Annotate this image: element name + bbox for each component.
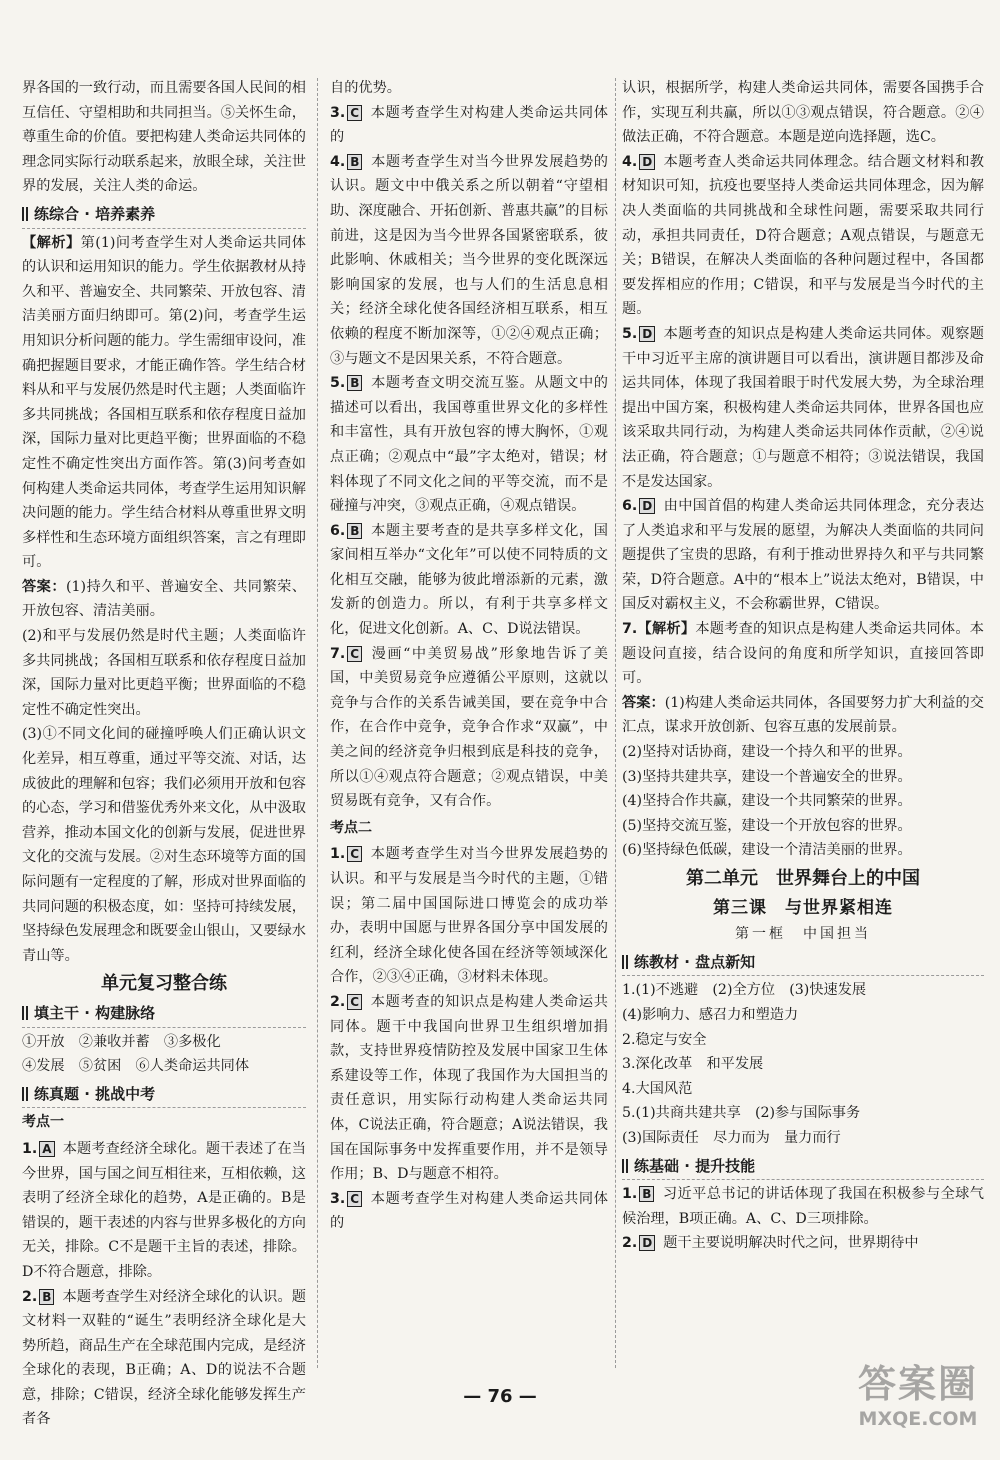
answer-box: D [639,1235,655,1251]
watermark-url: MXQE.COM [858,1408,978,1430]
answer-line-1: 答案：(1)持久和平、普遍安全、共同繁荣、开放包容、清洁美丽。 [22,578,306,620]
question-item: 3. C 本题考查学生对构建人类命运共同体的 [330,104,608,146]
new-knowledge-line: (3)国际责任 尽力而为 量力而行 [622,1129,841,1146]
question-item: 7.【解析】本题考查的知识点是构建人类命运共同体。本题设问直接，结合设问的角度和所学知识，直接回答即可。 [622,621,984,687]
analysis-tag: 【解析】 [22,234,81,251]
page-number: — 76 — [463,1386,537,1407]
continued-text: 自的优势。 [330,80,401,96]
topic-label-1: 考点一 [22,1114,64,1131]
answer-tag: 答案： [22,578,66,595]
column-right [622,76,984,1256]
section-bars-icon [622,1159,630,1173]
column-left [22,76,306,1432]
new-knowledge-line: 3.深化改革 和平发展 [622,1056,764,1073]
section-bars-icon [22,207,30,221]
question-item: 3. C 本题考查学生对构建人类命运共同体的 [330,1190,608,1232]
answer-box: C [347,994,362,1010]
new-knowledge-line: 2.稳定与安全 [622,1031,707,1048]
answer-box: B [347,375,362,391]
answer-line-5: (5)坚持交流互鉴，建设一个开放包容的世界。 [622,817,912,834]
fill-line-2: ④发展 ⑤贫困 ⑥人类命运共同体 [22,1058,250,1075]
answer-line-1: 答案：(1)构建人类命运共同体，各国要努力扩大利益的交汇点，谋求开放创新、包容互惠的发展前景。 [622,694,984,736]
answer-box: D [639,326,655,342]
question-item: 6. B 本题主要考查的是共享多样文化，国家间相互举办“文化年”可以使不同特质的文化相互交融，能够为彼此增添新的元素，激发新的创造力。所以，有利于共享多样文化，促进文化创新。A、C、D说法错误。 [330,522,608,638]
new-knowledge-line: 4.大国风范 [622,1080,693,1097]
continued-text: 认识，根据所学，构建人类命运共同体，需要各国携手合作，实现互利共赢，所以①③观点错误，符合题意。②④做法正确，不符合题意。本题是逆向选择题，选C。 [622,80,984,146]
answer-line-2: (2)和平与发展仍然是时代主题；人类面临许多共同挑战；各国相互联系和依存程度日益加深，国际力量对比更趋平衡；世界面临的不稳定性不确定性突出。 [22,628,306,718]
answer-line-3: (3)①不同文化间的碰撞呼唤人们正确认识文化差异，相互尊重，通过平等交流、对话，达成彼此的理解和包容；我们必须用开放和包容的心态，学习和借鉴优秀外来文化，从中汲取营养，推动本国文化的创新与发展，促进世界文化的交流与发展。②对生态环境等方面的国际问题有一定程度的了解，形成对世界面临的共同问题的积极态度，如：坚持可持续发展，坚持绿色发展理念和既要金山银山，又要绿水青山等。 [22,726,306,964]
new-knowledge-line: 1.(1)不逃避 (2)全方位 (3)快速发展 [622,982,867,999]
answer-box: C [347,646,362,662]
question-item: 5. D 本题考查的知识点是构建人类命运共同体。观察题干中习近平主席的演讲题目可以看出，演讲题目都涉及命运共同体，体现了我国着眼于时代发展大势，为全球治理提出中国方案，积极构建人类命运共同体，世界各国也应该采取共同行动，为构建人类命运共同体作贡献，②④说法正确，符合题意；①与题意不相符；③说法错误，我国不是发达国家。 [622,325,984,490]
answer-line-6: (6)坚持绿色低碳，建设一个清洁美丽的世界。 [622,842,912,859]
section-header-label: 练综合 · 培养素养 [34,204,156,223]
answer-box: C [347,1191,362,1207]
question-item: 4. B 本题考查学生对当今世界发展趋势的认识。题文中中俄关系之所以朝着“守望相助、深度融合、开拓创新、普惠共赢”的目标前进，这是因为当今世界各国紧密联系，彼此影响、休戚相关；当今世界的变化既深远影响国家的发展，也与人们的生活息息相关；经济全球化使各国经济相互联系，相互依赖的程度不断加深等，①②④观点正确；③与题文不是因果关系，不符合题意。 [330,153,608,367]
question-item: 2. C 本题考查的知识点是构建人类命运共同体。题干中我国向世界卫生组织增加捐款，支持世界疫情防控及发展中国家卫生体系建设等工作，体现了我国作为大国担当的责任意识，用实际行动构建人类命运共同体，C说法正确，符合题意；A说法错误，我国在国际事务中发挥重要作用，并不是领导作用；B、D与题意不相符。 [330,993,608,1183]
analysis-paragraph [22,231,306,575]
question-item: 6. D 由中国首倡的构建人类命运共同体理念，充分表达了人类追求和平与发展的愿望，为解决人类面临的共同问题提供了宝贵的思路，有利于推动世界持久和平与共同繁荣，D符合题意。A中的“根本上”说法太绝对，B错误，中国反对霸权主义，不会称霸世界，C错误。 [622,498,984,613]
answer-box: A [39,1141,54,1157]
answer-box: D [639,498,655,514]
unit-two-title: 第二单元 世界舞台上的中国 [686,868,920,889]
question-item: 2. D 题干主要说明解决时代之问，世界期待中 [622,1235,919,1252]
lesson-title: 第三课 与世界紧相连 [713,897,893,918]
answer-box: C [347,846,362,862]
new-knowledge-line: 5.(1)共商共建共享 (2)参与国际事务 [622,1105,861,1122]
answer-box: B [347,523,362,539]
question-item: 7. C 漫画“中美贸易战”形象地告诉了美国，中美贸易竞争应遵循公平原则，这就以竞争与合作的关系告诫美国，要在竞争中合作，在合作中竞争，竞争合作求“双赢”，中美之间的经济竞争归根到底是科技的竞争，所以①④观点符合题意；②观点错误，中美贸易既有竞争，又有合作。 [330,645,608,810]
column-middle [330,76,608,1236]
frame-title: 第一框 中国担当 [735,926,871,943]
answer-box: C [347,105,362,121]
watermark-logo [858,1353,978,1430]
unit-review-title: 单元复习整合练 [101,973,227,995]
question-item: 5. B 本题考查文明交流互鉴。从题文中的描述可以看出，我国尊重世界文化的多样性和丰富性，具有开放包容的博大胸怀，①观点正确；②观点中“最”字太绝对，错误；材料体现了不同文化之间的平等交流，而不是碰撞与冲突，③观点正确，④观点错误。 [330,375,608,515]
analysis-text: 第(1)问考查学生对人类命运共同体的认识和运用知识的能力。学生依据教材从持久和平、普遍安全、共同繁荣、开放包容、清洁美丽方面归纳即可。第(2)问，考查学生运用知识分析问题的能力。学生需细审设问，准确把握题目要求，才能正确作答。学生结合材料从和平与发展仍然是时代主题；人类面临许多共同挑战；各国相互联系和依存程度日益加深，国际力量对比更趋平衡；世界面临的不稳定性不确定性突出方面作答。第(3)问考查如何构建人类命运共同体，考查学生运用知识解决问题的能力。学生结合材料从尊重世界文明多样性和生态环境方面组织答案，言之有理即可。 [22,234,306,571]
watermark-text: 答案圈 [857,1362,978,1406]
section-header-integrated [22,202,306,229]
column-divider [615,78,616,1368]
answer-box: D [639,154,655,170]
question-item: 1. A 本题考查经济全球化。题干表述了在当今世界，国与国之间互相往来，互相依赖，这表明了经济全球化的趋势，A是正确的。B是错误的，题干表述的内容与世界多极化的方向无关，排除。C不是题干主旨的表述，排除。D不符合题意，排除。 [22,1140,306,1280]
answer-line-3: (3)坚持共建共享，建设一个普遍安全的世界。 [622,768,912,785]
section-header-exam: 练真题 · 挑战中考 [22,1082,306,1109]
question-item: 2. B 本题考查学生对经济全球化的认识。题文材料一双鞋的“诞生”表明经济全球化是大势所趋，商品生产在全球范围内完成，是经济全球化的表现，B正确；A、D的说法不合题意，排除；C错误，经济全球化能够发挥生产者各 [22,1288,306,1428]
answer-line-2: (2)坚持对话协商，建设一个持久和平的世界。 [622,744,912,761]
section-header-fill: 填主干 · 构建脉络 [22,1001,306,1028]
topic-label-2: 考点二 [330,819,372,836]
answer-line-4: (4)坚持合作共赢，建设一个共同繁荣的世界。 [622,793,912,810]
section-header-textbook: 练教材 · 盘点新知 [622,950,984,977]
new-knowledge-line: (4)影响力、感召力和塑造力 [622,1006,799,1023]
section-bars-icon [22,1006,30,1020]
question-item: 1. C 本题考查学生对当今世界发展趋势的认识。和平与发展是当今时代的主题，①错误；第二届中国国际进口博览会的成功举办，表明中国愿与世界各国分享中国发展的红利，经济全球化使各国在经济等领域深化合作，②③④正确，③材料未体现。 [330,846,608,986]
fill-line-1: ①开放 ②兼收并蓄 ③多极化 [22,1033,221,1050]
column-divider [317,78,318,1368]
answer-box: B [347,154,362,170]
paragraph-intro: 界各国的一致行动，而且需要各国人民间的相互信任、守望相助和共同担当。⑤关怀生命，尊重生命的价值。要把构建人类命运共同体的理念同实际行动联系起来，放眼全球，关注世界的发展，关注人类的命运。 [22,80,306,195]
question-item: 1. B 习近平总书记的讲话体现了我国在积极参与全球气候治理，B项正确。A、C、D三项排除。 [622,1186,984,1227]
section-header-basics: 练基础 · 提升技能 [622,1154,984,1181]
section-bars-icon [22,1087,30,1101]
answer-box: B [639,1186,654,1202]
section-bars-icon [622,955,630,969]
answer-box: B [39,1289,54,1305]
question-item: 4. D 本题考查人类命运共同体理念。结合题文材料和教材知识可知，抗疫也要坚持人类命运共同体理念，因为解决人类面临的共同挑战和全球性问题，需要采取共同行动，承担共同责任，D符合题意；A观点错误，与题意无关；B错误，在解决人类面临的各种问题过程中，各国都要发挥相应的作用；C错误，和平与发展是当今时代的主题。 [622,153,984,318]
